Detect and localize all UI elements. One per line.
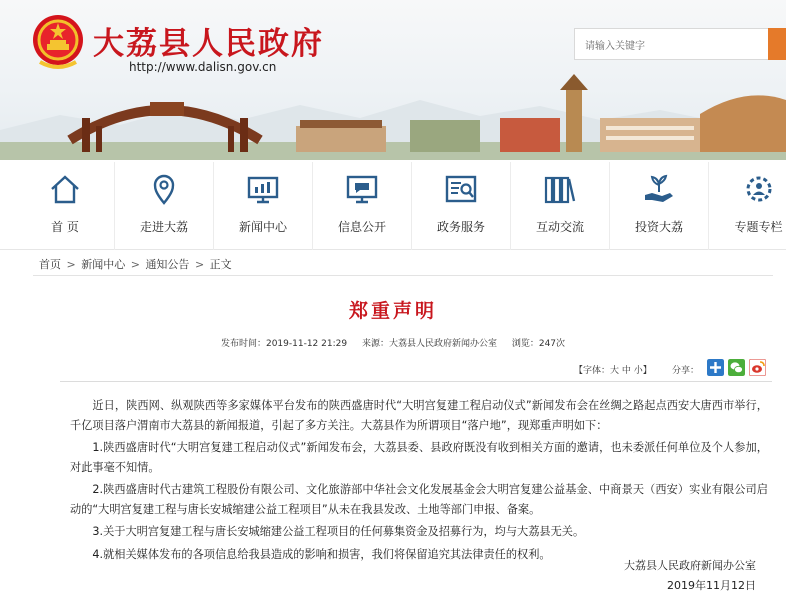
breadcrumb-home[interactable]: 首页 xyxy=(39,258,61,271)
signature xyxy=(624,556,756,596)
nav-label: 政务服务 xyxy=(436,220,485,234)
location-pin-icon xyxy=(147,172,181,206)
share-label: 分享： xyxy=(672,366,700,376)
breadcrumb-notice[interactable]: 通知公告 xyxy=(145,258,190,271)
nav-item-info[interactable] xyxy=(313,162,412,250)
weibo-icon[interactable] xyxy=(749,359,766,376)
nav-item-interaction[interactable] xyxy=(511,162,610,250)
breadcrumb-separator: > xyxy=(66,258,76,271)
article-paragraph: 3.关于大明宫复建工程与唐长安城缩建公益工程项目的任何募集资金及招募行为，均与大荔县无关。 xyxy=(92,525,585,538)
nav-label: 互动交流 xyxy=(535,220,584,234)
view-count: 浏览：247次 xyxy=(511,339,566,349)
nav-item-home[interactable] xyxy=(16,162,115,250)
share-plus-icon[interactable] xyxy=(707,359,724,376)
article-title: 郑重声明 xyxy=(348,300,437,322)
content-divider xyxy=(60,381,772,382)
signature-date: 2019年11月12日 xyxy=(667,579,756,592)
nav-label: 首 页 xyxy=(51,220,79,234)
article-meta xyxy=(0,336,786,349)
article-toolbar xyxy=(574,358,774,378)
nav-label: 专题专栏 xyxy=(734,220,783,234)
gear-person-icon xyxy=(742,172,776,206)
article-paragraph: 近日，陕西网、纵观陕西等多家媒体平台发布的陕西盛唐时代“大明宫复建工程启动仪式”新闻发布会在丝绸之路起点西安大唐西市举行，千亿项目落户渭南市大荔县的新闻报道，引起了多方关注。大荔县作为所谓项目“落户地”，现郑重声明如下： xyxy=(70,399,768,432)
article-body xyxy=(70,396,768,567)
search-input[interactable]: 请输入关键字 xyxy=(574,28,770,60)
nav-label: 信息公开 xyxy=(337,220,386,234)
nav-item-about[interactable] xyxy=(115,162,214,250)
nav-item-news[interactable] xyxy=(214,162,313,250)
national-emblem-icon xyxy=(30,12,86,72)
signature-org: 大荔县人民政府新闻办公室 xyxy=(624,559,756,572)
nav-label: 投资大荔 xyxy=(634,220,683,234)
breadcrumb xyxy=(33,256,773,276)
article-paragraph: 2.陕西盛唐时代古建筑工程股份有限公司、文化旅游部中华社会文化发展基金会大明宫复建公益基金、中商景天（西安）实业有限公司启动的“大明宫复建工程与唐长安城缩建公益工程项目”从未在我县发改、土地等部门申报、备案。 xyxy=(70,483,768,516)
landmark-scenery xyxy=(0,70,786,160)
nav-item-investment[interactable] xyxy=(610,162,709,250)
main-nav xyxy=(0,162,786,250)
nav-label: 新闻中心 xyxy=(238,220,287,234)
nav-label: 走进大荔 xyxy=(139,220,188,234)
screen-chat-icon xyxy=(345,172,379,206)
breadcrumb-separator: > xyxy=(194,258,205,271)
breadcrumb-separator: > xyxy=(130,258,140,271)
site-title: 大荔县人民政府 xyxy=(93,26,324,62)
nav-item-topics[interactable] xyxy=(709,162,786,250)
article-paragraph: 4.就相关媒体发布的各项信息给我县造成的影响和损害，我们将保留追究其法律责任的权利。 xyxy=(92,547,551,561)
breadcrumb-news[interactable]: 新闻中心 xyxy=(81,258,126,271)
monitor-chart-icon xyxy=(246,172,280,206)
publish-time: 发布时间：2019-11-12 21:29 xyxy=(220,339,348,349)
hand-plant-icon xyxy=(642,172,676,206)
document-search-icon xyxy=(444,172,478,206)
nav-item-services[interactable] xyxy=(412,162,511,250)
site-url: http://www.dalisn.gov.cn xyxy=(129,60,277,74)
article-paragraph: 1.陕西盛唐时代“大明宫复建工程启动仪式”新闻发布会，大荔县委、县政府既没有收到相关方面的邀请，也未委派任何单位及个人参加，对此事毫不知情。 xyxy=(70,441,768,474)
search-button[interactable] xyxy=(768,28,786,60)
breadcrumb-current: 正文 xyxy=(209,258,232,271)
article-source: 来源：大荔县人民政府新闻办公室 xyxy=(361,339,497,349)
home-icon xyxy=(48,172,82,206)
font-size-switcher[interactable]: 【字体：大 中 小】 xyxy=(574,366,652,376)
header-banner xyxy=(0,0,786,160)
wechat-icon[interactable] xyxy=(728,359,745,376)
books-icon xyxy=(543,172,577,206)
